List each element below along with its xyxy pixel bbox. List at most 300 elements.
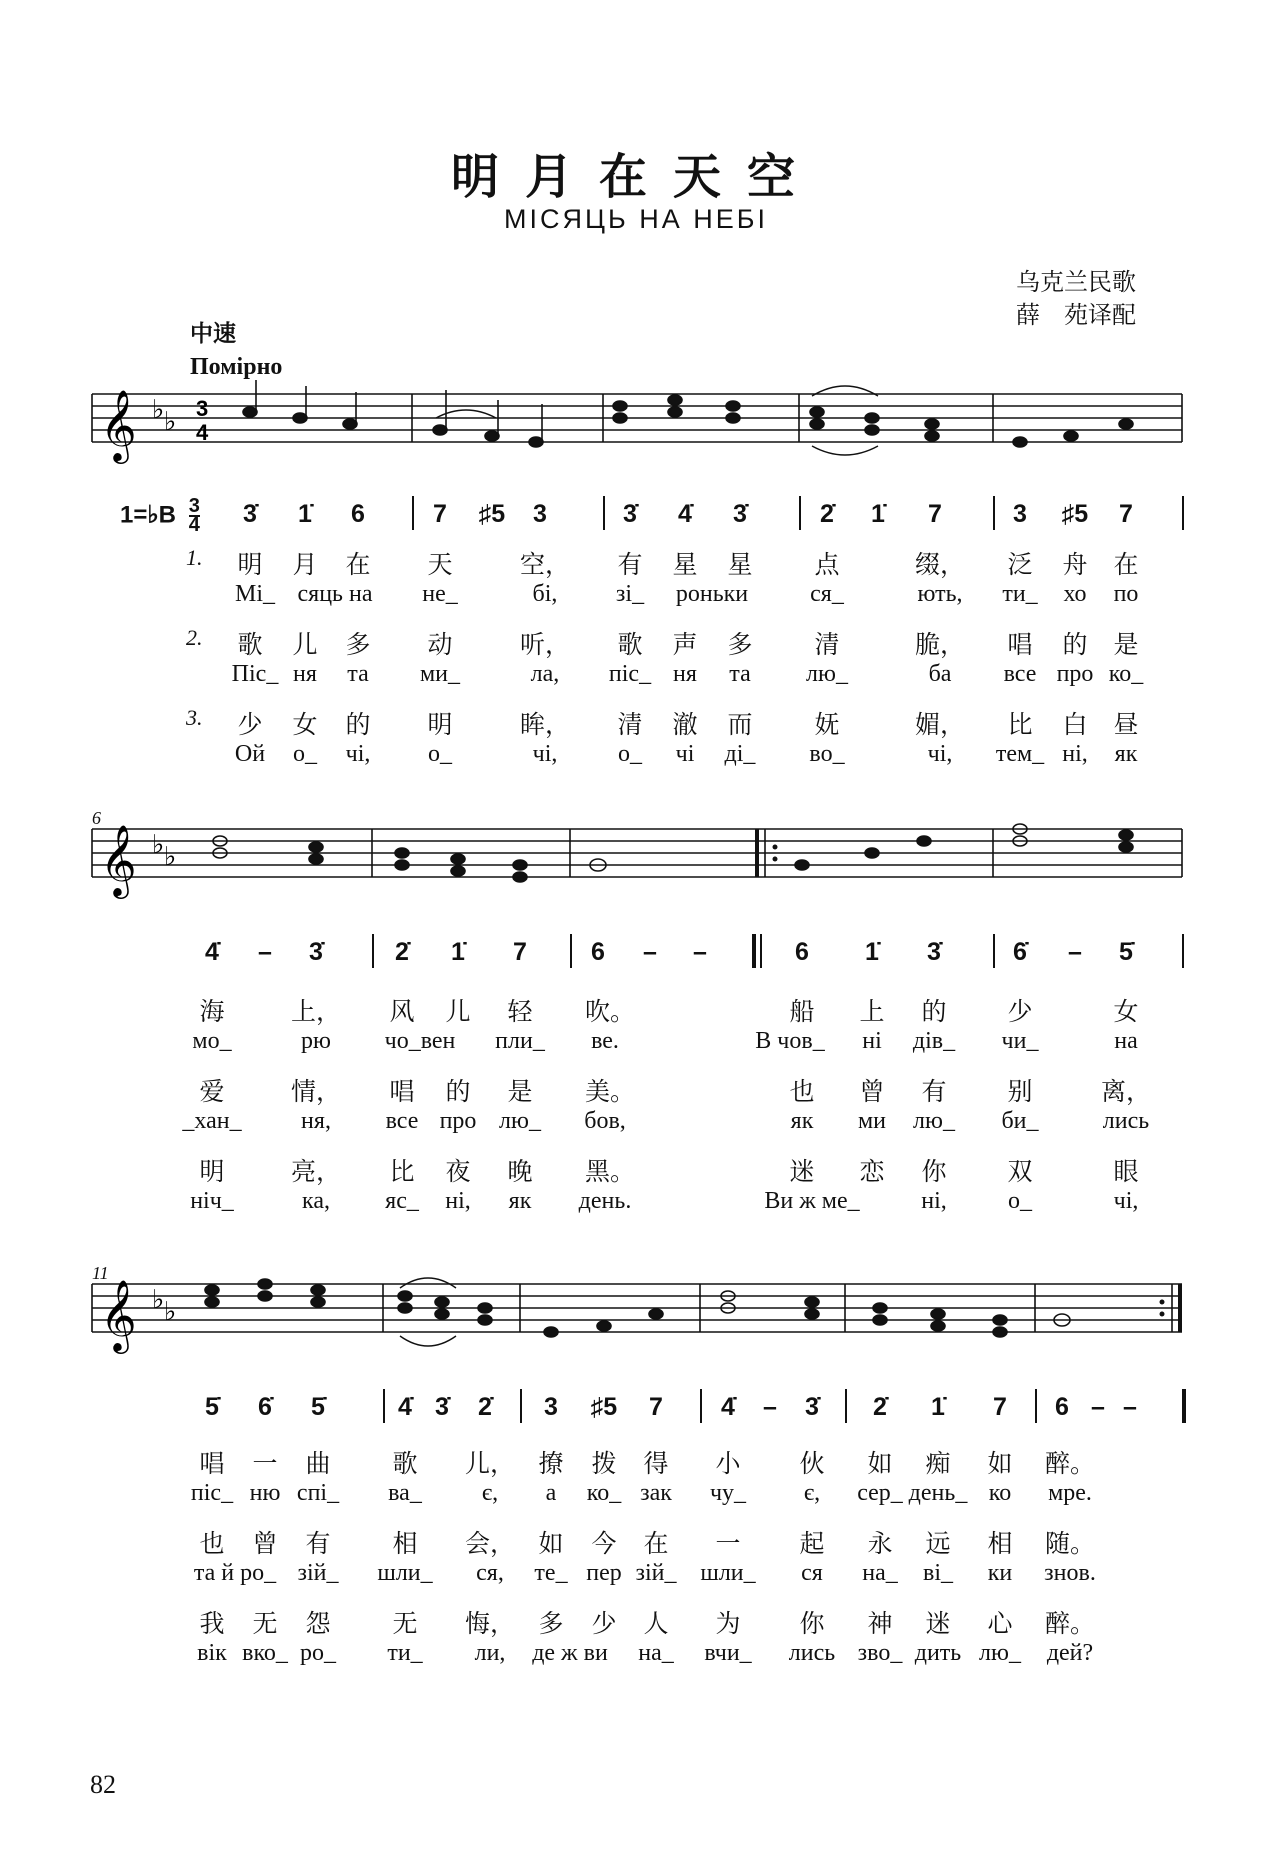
lyric-syllable: 儿， <box>464 1449 516 1478</box>
lyric-syllable: 比 <box>1007 710 1033 739</box>
lyric-syllable: ка, <box>302 1188 330 1214</box>
jianpu-note: 3̇ <box>927 938 941 966</box>
lyric-syllable: зво_ <box>857 1640 903 1666</box>
lyric-syllable: на_ <box>638 1640 674 1666</box>
lyric-syllable: 无 <box>252 1609 278 1638</box>
lyric-syllable: 天 <box>427 550 453 579</box>
lyric-syllable: 如 <box>987 1449 1013 1478</box>
lyric-syllable: дить <box>914 1640 962 1666</box>
lyric-syllable: во_ <box>809 741 845 767</box>
lyric-syllable: яс_ <box>385 1188 419 1214</box>
lyric-syllable: 眸， <box>519 710 571 739</box>
measure-number-6: 6 <box>92 808 101 828</box>
lyric-syllable: сер_ <box>857 1480 903 1506</box>
lyric-syllable: Мі_ <box>234 581 276 607</box>
lyric-syllable: В чов_ <box>755 1028 825 1054</box>
lyrics-s3-v3-ua <box>0 1640 1272 1674</box>
jianpu-note: 3̇ <box>309 938 323 966</box>
staff-system-2 <box>0 815 1272 935</box>
lyric-syllable: 晚 <box>507 1157 533 1186</box>
lyric-syllable: лю_ <box>913 1108 955 1134</box>
lyric-syllable: 有 <box>617 550 643 579</box>
jianpu-note: 7 <box>1119 500 1133 528</box>
lyric-syllable: ють, <box>917 581 963 607</box>
lyric-syllable: Ой <box>234 741 266 767</box>
lyrics-s2-v3-ua <box>0 1188 1272 1222</box>
lyric-syllable: 你 <box>921 1157 947 1186</box>
lyric-syllable: 神 <box>867 1609 893 1638</box>
lyric-syllable: 唱 <box>199 1449 225 1478</box>
lyrics-s3-v1-zh <box>0 1444 1272 1478</box>
lyric-syllable: 昼 <box>1113 710 1139 739</box>
lyric-syllable: ні, <box>445 1188 471 1214</box>
lyric-syllable: Піс_ <box>231 661 279 687</box>
jianpu-note: 1̇ <box>931 1393 945 1421</box>
jianpu-note: 1̇ <box>298 500 312 528</box>
lyric-syllable: 起 <box>799 1529 825 1558</box>
lyric-syllable: на <box>1114 1028 1138 1054</box>
tempo-marking <box>190 318 282 384</box>
jianpu-note: – <box>763 1393 777 1421</box>
lyric-syllable: ти_ <box>1002 581 1038 607</box>
barline <box>1182 934 1184 968</box>
jianpu-note: – <box>258 938 272 966</box>
lyric-syllable: ми <box>857 1108 887 1134</box>
barline <box>799 496 801 530</box>
treble-clef-icon: 𝄞 <box>100 388 137 461</box>
lyric-syllable: піс_ <box>190 1480 234 1506</box>
measure-number-11: 11 <box>92 1263 109 1283</box>
lyric-syllable: 如 <box>867 1449 893 1478</box>
lyric-syllable: лю_ <box>499 1108 541 1134</box>
verse-number: 1. <box>186 545 203 570</box>
lyric-syllable: 听， <box>519 630 571 659</box>
jianpu-note: 7 <box>649 1393 663 1421</box>
lyric-syllable: 女 <box>292 710 318 739</box>
jianpu-note: 1̇ <box>865 938 879 966</box>
lyric-syllable: ся <box>801 1560 823 1586</box>
lyric-syllable: 少 <box>1007 997 1033 1026</box>
jianpu-note: – <box>693 938 707 966</box>
lyric-syllable: вчи_ <box>704 1640 752 1666</box>
lyric-syllable: роньки <box>675 581 749 607</box>
lyric-syllable: ко_ <box>1108 661 1144 687</box>
verse-number: 3. <box>186 705 203 730</box>
lyric-syllable: ки <box>987 1560 1013 1586</box>
lyric-syllable: 醉。 <box>1044 1449 1096 1478</box>
lyric-syllable: 小 <box>715 1449 741 1478</box>
lyric-syllable: все <box>1003 661 1037 687</box>
lyric-syllable: 澈 <box>672 710 698 739</box>
lyric-syllable: чі, <box>1113 1188 1139 1214</box>
lyric-syllable: 得 <box>643 1449 669 1478</box>
lyric-syllable: ні, <box>921 1188 947 1214</box>
lyric-syllable: 爱 <box>199 1077 225 1106</box>
lyric-syllable: лю_ <box>979 1640 1021 1666</box>
lyric-syllable: 少 <box>237 710 263 739</box>
jianpu-note: 2̇ <box>820 500 834 528</box>
lyric-syllable: спі_ <box>296 1480 340 1506</box>
lyrics-s2-v3-zh <box>0 1152 1272 1186</box>
jianpu-note: 7 <box>513 938 527 966</box>
jianpu-note: 4̇ <box>205 938 219 966</box>
page-number: 82 <box>90 1770 116 1799</box>
lyric-syllable: 悔， <box>464 1609 516 1638</box>
jianpu-note: 4̇ <box>678 500 692 528</box>
key-signature: 1=♭B $\frac{3}{4}$ <box>120 495 200 536</box>
lyric-syllable: 白 <box>1062 710 1088 739</box>
lyric-syllable: 船 <box>789 997 815 1026</box>
lyric-syllable: 多 <box>345 630 371 659</box>
lyric-syllable: 媚， <box>914 710 966 739</box>
jianpu-note: 2̇ <box>478 1393 492 1421</box>
lyric-syllable: 为 <box>715 1609 741 1638</box>
treble-clef-icon: 𝄞 <box>100 1278 137 1351</box>
jianpu-note: 6 <box>795 938 809 966</box>
lyric-syllable: 心 <box>987 1609 1013 1638</box>
jianpu-note: 4̇ <box>721 1393 735 1421</box>
lyric-syllable: як <box>508 1188 532 1214</box>
lyrics-s3-v1-ua <box>0 1480 1272 1514</box>
lyric-syllable: дів_ <box>912 1028 956 1054</box>
lyric-syllable: о_ <box>1008 1188 1032 1214</box>
lyric-syllable: 也 <box>789 1077 815 1106</box>
lyric-syllable: 的 <box>445 1077 471 1106</box>
lyric-syllable: _хан_ <box>182 1108 242 1134</box>
lyric-syllable: 女 <box>1113 997 1139 1026</box>
lyric-syllable: 歌 <box>617 630 643 659</box>
lyric-syllable: бі, <box>532 581 558 607</box>
lyric-syllable: 别 <box>1007 1077 1033 1106</box>
lyric-syllable: 妩 <box>814 710 840 739</box>
jianpu-note: 2̇ <box>395 938 409 966</box>
lyric-syllable: 动 <box>427 630 453 659</box>
lyric-syllable: Ви ж ме_ <box>764 1188 860 1214</box>
lyric-syllable: 怨 <box>305 1609 331 1638</box>
lyric-syllable: де ж ви <box>532 1640 608 1666</box>
lyric-syllable: 的 <box>345 710 371 739</box>
credit-origin: 乌克兰民歌 <box>1016 268 1136 296</box>
lyric-syllable: 你 <box>799 1609 825 1638</box>
lyric-syllable: 如 <box>538 1529 564 1558</box>
lyric-syllable: 有 <box>921 1077 947 1106</box>
lyric-syllable: знов. <box>1044 1560 1096 1586</box>
jianpu-note: – <box>1068 938 1082 966</box>
jianpu-note: 6 <box>1055 1393 1069 1421</box>
svg-text:♭: ♭ <box>152 830 165 860</box>
svg-text:♭: ♭ <box>164 842 177 872</box>
lyric-syllable: о_ <box>618 741 642 767</box>
jianpu-note: 1̇ <box>451 938 465 966</box>
lyric-syllable: 儿 <box>292 630 318 659</box>
lyric-syllable: рю <box>301 1028 331 1054</box>
song-title: 明月在天空 <box>450 149 821 205</box>
jianpu-note: 7 <box>433 500 447 528</box>
lyric-syllable: 拨 <box>591 1449 617 1478</box>
lyric-syllable: ся, <box>476 1560 504 1586</box>
lyrics-s1-v2-ua <box>0 661 1272 695</box>
lyric-syllable: 的 <box>1062 630 1088 659</box>
jianpu-note: 6̇ <box>1013 938 1027 966</box>
lyrics-s2-v2-ua <box>0 1108 1272 1142</box>
lyric-syllable: 舟 <box>1062 550 1088 579</box>
lyric-syllable: 多 <box>727 630 753 659</box>
lyric-syllable: про <box>1056 661 1094 687</box>
lyric-syllable: зій_ <box>635 1560 677 1586</box>
barline <box>520 1389 522 1423</box>
lyric-syllable: ню <box>249 1480 281 1506</box>
lyric-syllable: 的 <box>921 997 947 1026</box>
jianpu-note: 5̇ <box>205 1393 219 1421</box>
lyric-syllable: по <box>1113 581 1139 607</box>
lyric-syllable: зі_ <box>615 581 645 607</box>
lyric-syllable: ня <box>673 661 697 687</box>
lyric-syllable: 歌 <box>237 630 263 659</box>
lyric-syllable: не_ <box>422 581 458 607</box>
lyrics-s2-v2-zh <box>0 1072 1272 1106</box>
lyric-syllable: ві_ <box>923 1560 953 1586</box>
jianpu-row-3 <box>0 1393 1272 1433</box>
lyric-syllable: лись <box>1102 1108 1150 1134</box>
lyric-syllable: 少 <box>591 1609 617 1638</box>
lyric-syllable: 比 <box>389 1157 415 1186</box>
lyric-syllable: ве. <box>591 1028 619 1054</box>
lyric-syllable: 撩 <box>538 1449 564 1478</box>
lyric-syllable: 相 <box>987 1529 1013 1558</box>
lyric-syllable: 脆， <box>914 630 966 659</box>
svg-text:4: 4 <box>196 420 209 445</box>
lyric-syllable: бов, <box>584 1108 626 1134</box>
jianpu-note: 3̇ <box>733 500 747 528</box>
lyric-syllable: на_ <box>862 1560 898 1586</box>
jianpu-note: 6 <box>591 938 605 966</box>
lyric-syllable: 眼 <box>1113 1157 1139 1186</box>
lyric-syllable: 儿 <box>445 997 471 1026</box>
lyric-syllable: 曾 <box>252 1529 278 1558</box>
barline <box>570 934 572 968</box>
lyric-syllable: сяць на <box>297 581 373 607</box>
lyric-syllable: 月 <box>292 550 318 579</box>
lyric-syllable: 会， <box>464 1529 516 1558</box>
jianpu-note: 4̇ <box>398 1393 412 1421</box>
lyric-syllable: 远 <box>925 1529 951 1558</box>
barline <box>993 496 995 530</box>
lyric-syllable: дей? <box>1046 1640 1094 1666</box>
lyric-syllable: 清 <box>617 710 643 739</box>
lyric-syllable: день. <box>578 1188 632 1214</box>
credits <box>1016 266 1136 332</box>
lyric-syllable: 夜 <box>445 1157 471 1186</box>
lyric-syllable: як <box>790 1108 814 1134</box>
svg-text:♭: ♭ <box>164 407 177 437</box>
lyric-syllable: 迷 <box>789 1157 815 1186</box>
jianpu-note: 5̇ <box>1119 938 1133 966</box>
lyric-syllable: 海 <box>199 997 225 1026</box>
barline <box>993 934 995 968</box>
lyric-syllable: ва_ <box>388 1480 422 1506</box>
lyric-syllable: ро_ <box>300 1640 336 1666</box>
barline <box>603 496 605 530</box>
jianpu-note: 3̇ <box>623 500 637 528</box>
lyric-syllable: 在 <box>643 1529 669 1558</box>
lyric-syllable: ня <box>293 661 317 687</box>
barline <box>1035 1389 1037 1423</box>
barline <box>1182 496 1184 530</box>
lyric-syllable: чі <box>675 741 695 767</box>
jianpu-note: 1̇ <box>871 500 885 528</box>
lyric-syllable: 而 <box>727 710 753 739</box>
lyric-syllable: мре. <box>1048 1480 1092 1506</box>
lyric-syllable: піс_ <box>608 661 652 687</box>
lyric-syllable: 离， <box>1100 1077 1152 1106</box>
lyric-syllable: ми_ <box>419 661 461 687</box>
lyric-syllable: 迷 <box>925 1609 951 1638</box>
lyric-syllable: лю_ <box>806 661 848 687</box>
lyric-syllable: ти_ <box>387 1640 423 1666</box>
tempo-zh: 中速 <box>190 321 236 347</box>
lyric-syllable: все <box>385 1108 419 1134</box>
lyric-syllable: 一 <box>252 1449 278 1478</box>
lyric-syllable: ко <box>988 1480 1012 1506</box>
jianpu-note: 2̇ <box>873 1393 887 1421</box>
jianpu-note: 3 <box>1013 500 1027 528</box>
lyric-syllable: чі, <box>532 741 558 767</box>
jianpu-note: 3̇ <box>435 1393 449 1421</box>
lyric-syllable: 伙 <box>799 1449 825 1478</box>
lyric-syllable: 随。 <box>1044 1529 1096 1558</box>
lyric-syllable: 唱 <box>389 1077 415 1106</box>
jianpu-note: 3̇ <box>805 1393 819 1421</box>
lyric-syllable: чо_вен <box>384 1028 456 1054</box>
lyric-syllable: зій_ <box>297 1560 339 1586</box>
lyric-syllable: 美。 <box>584 1077 636 1106</box>
lyric-syllable: 风 <box>389 997 415 1026</box>
lyric-syllable: 泛 <box>1007 550 1033 579</box>
lyric-syllable: 醉。 <box>1044 1609 1096 1638</box>
lyric-syllable: 在 <box>1113 550 1139 579</box>
lyric-syllable: чі, <box>345 741 371 767</box>
lyric-syllable: 情， <box>290 1077 342 1106</box>
lyric-syllable: 明 <box>199 1157 225 1186</box>
svg-text:♭: ♭ <box>164 1297 177 1327</box>
jianpu-row-2 <box>0 938 1272 978</box>
lyric-syllable: 明 <box>237 550 263 579</box>
lyric-syllable: 痴 <box>925 1449 951 1478</box>
jianpu-note: 7 <box>993 1393 1007 1421</box>
svg-text:♭: ♭ <box>152 1285 165 1315</box>
lyric-syllable: та й ро_ <box>193 1560 277 1586</box>
lyric-syllable: 我 <box>199 1609 225 1638</box>
lyric-syllable: 相 <box>392 1529 418 1558</box>
lyric-syllable: 是 <box>507 1077 533 1106</box>
lyric-syllable: чі, <box>927 741 953 767</box>
lyrics-s1-v3-ua <box>0 741 1272 775</box>
barline <box>1182 1389 1186 1423</box>
barline <box>700 1389 702 1423</box>
jianpu-note: 7 <box>928 500 942 528</box>
lyric-syllable: ся_ <box>810 581 844 607</box>
lyric-syllable: 唱 <box>1007 630 1033 659</box>
svg-text:♭: ♭ <box>152 395 165 425</box>
lyric-syllable: про <box>439 1108 477 1134</box>
lyric-syllable: о_ <box>293 741 317 767</box>
lyric-syllable: як <box>1114 741 1138 767</box>
lyric-syllable: 曲 <box>305 1449 331 1478</box>
lyric-syllable: 无 <box>392 1609 418 1638</box>
lyric-syllable: шли_ <box>700 1560 756 1586</box>
lyric-syllable: 亮， <box>290 1157 342 1186</box>
lyric-syllable: мо_ <box>192 1028 232 1054</box>
jianpu-note: 6̇ <box>258 1393 272 1421</box>
barline <box>372 934 374 968</box>
lyrics-s2-v1-ua <box>0 1028 1272 1062</box>
lyric-syllable: 点 <box>814 550 840 579</box>
lyrics-s2-v1-zh <box>0 992 1272 1026</box>
barline <box>760 934 762 968</box>
lyric-syllable: шли_ <box>377 1560 433 1586</box>
lyric-syllable: 永 <box>867 1529 893 1558</box>
lyric-syllable: та <box>729 661 751 687</box>
lyric-syllable: 今 <box>591 1529 617 1558</box>
jianpu-note: ♯5 <box>478 500 506 528</box>
lyric-syllable: день_ <box>908 1480 968 1506</box>
staff-system-1 <box>0 380 1272 500</box>
lyric-syllable: 双 <box>1007 1157 1033 1186</box>
lyric-syllable: чи_ <box>1001 1028 1039 1054</box>
lyric-syllable: пли_ <box>495 1028 545 1054</box>
lyrics-s3-v3-zh <box>0 1604 1272 1638</box>
tempo-ua: Помірно <box>190 354 283 380</box>
lyric-syllable: 空， <box>519 550 571 579</box>
lyrics-s1-v3-zh <box>0 705 1272 739</box>
lyric-syllable: ні <box>862 1028 882 1054</box>
lyric-syllable: вік <box>197 1640 227 1666</box>
verse-number: 2. <box>186 625 203 650</box>
lyric-syllable: 缀， <box>914 550 966 579</box>
lyric-syllable: 曾 <box>859 1077 885 1106</box>
barline <box>412 496 414 530</box>
lyric-syllable: 吹。 <box>584 997 636 1026</box>
lyric-syllable: 黑。 <box>584 1157 636 1186</box>
lyric-syllable: ді_ <box>724 741 756 767</box>
lyrics-s1-v1-zh <box>0 545 1272 579</box>
lyric-syllable: 上， <box>290 997 342 1026</box>
lyric-syllable: 声 <box>672 630 698 659</box>
lyric-syllable: хо <box>1063 581 1087 607</box>
lyric-syllable: тем_ <box>995 741 1045 767</box>
lyric-syllable: є, <box>481 1480 499 1506</box>
lyric-syllable: 清 <box>814 630 840 659</box>
lyric-syllable: 星 <box>672 550 698 579</box>
lyric-syllable: 有 <box>305 1529 331 1558</box>
lyrics-s3-v2-zh <box>0 1524 1272 1558</box>
lyrics-s1-v1-ua <box>0 581 1272 615</box>
barline <box>383 1389 385 1423</box>
lyrics-s3-v2-ua <box>0 1560 1272 1594</box>
lyric-syllable: та <box>347 661 369 687</box>
lyric-syllable: ня, <box>301 1108 331 1134</box>
lyric-syllable: лись <box>788 1640 836 1666</box>
jianpu-row-1 <box>0 495 1272 540</box>
jianpu-note: ♯5 <box>590 1393 618 1421</box>
jianpu-note: ♯5 <box>1061 500 1089 528</box>
lyric-syllable: 也 <box>199 1529 225 1558</box>
lyric-syllable: 轻 <box>507 997 533 1026</box>
lyric-syllable: 星 <box>727 550 753 579</box>
barline <box>752 934 756 968</box>
jianpu-note: 6 <box>351 500 365 528</box>
lyric-syllable: ла, <box>530 661 560 687</box>
